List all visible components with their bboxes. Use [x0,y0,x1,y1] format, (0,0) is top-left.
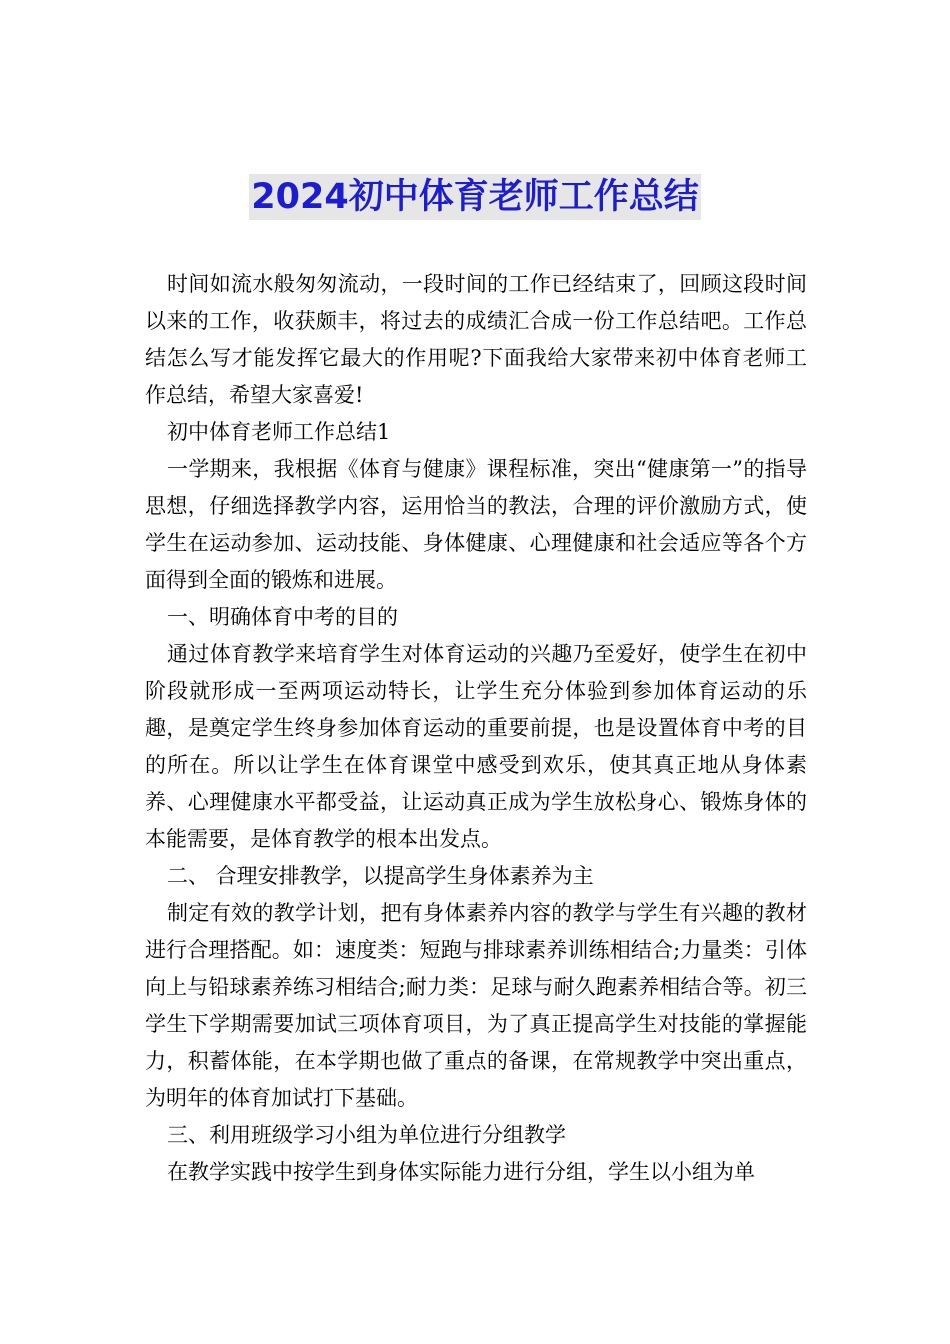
document-title: 2024初中体育老师工作总结 [249,174,700,220]
paragraph: 通过体育教学来培育学生对体育运动的兴趣乃至爱好，使学生在初中阶段就形成一至两项运动特长，让学生充分体验到参加体育运动的乐趣，是奠定学生终身参加体育运动的重要前提，也是设置体育中考的目的所在。所以让学生在体育课堂中感受到欢乐，使其真正地从身体素养、心理健康水平都受益，让运动真正成为学生放松身心、锻炼身体的本能需要，是体育教学的根本出发点。 [145,642,807,851]
section-heading: 一、明确体育中考的目的 [167,605,398,629]
document-body [145,266,807,1191]
section-heading: 二、 合理安排教学，以提高学生身体素养为主 [167,864,594,888]
paragraph: 在教学实践中按学生到身体实际能力进行分组，学生以小组为单 [167,1160,755,1184]
paragraph-intro: 时间如流水般匆匆流动，一段时间的工作已经结束了，回顾这段时间以来的工作，收获颇丰，将过去的成绩汇合成一份工作总结吧。工作总结怎么写才能发挥它最大的作用呢?下面我给大家带来初中体育老师工作总结，希望大家喜爱! [145,272,807,407]
section-heading: 初中体育老师工作总结1 [167,420,391,444]
paragraph: 一学期来，我根据《体育与健康》课程标准，突出“健康第一”的指导思想，仔细选择教学内容，运用恰当的教法，合理的评价激励方式，使学生在运动参加、运动技能、身体健康、心理健康和社会适应等各个方面得到全面的锻炼和进展。 [145,457,807,592]
paragraph: 制定有效的教学计划，把有身体素养内容的教学与学生有兴趣的教材进行合理搭配。如：速度类：短跑与排球素养训练相结合;力量类：引体向上与铅球素养练习相结合;耐力类：足球与耐久跑素养相结合等。初三学生下学期需要加试三项体育项目，为了真正提高学生对技能的掌握能力，积蓄体能，在本学期也做了重点的备课，在常规教学中突出重点，为明年的体育加试打下基础。 [145,901,807,1110]
section-heading: 三、利用班级学习小组为单位进行分组教学 [167,1123,566,1147]
title-container [0,174,950,220]
